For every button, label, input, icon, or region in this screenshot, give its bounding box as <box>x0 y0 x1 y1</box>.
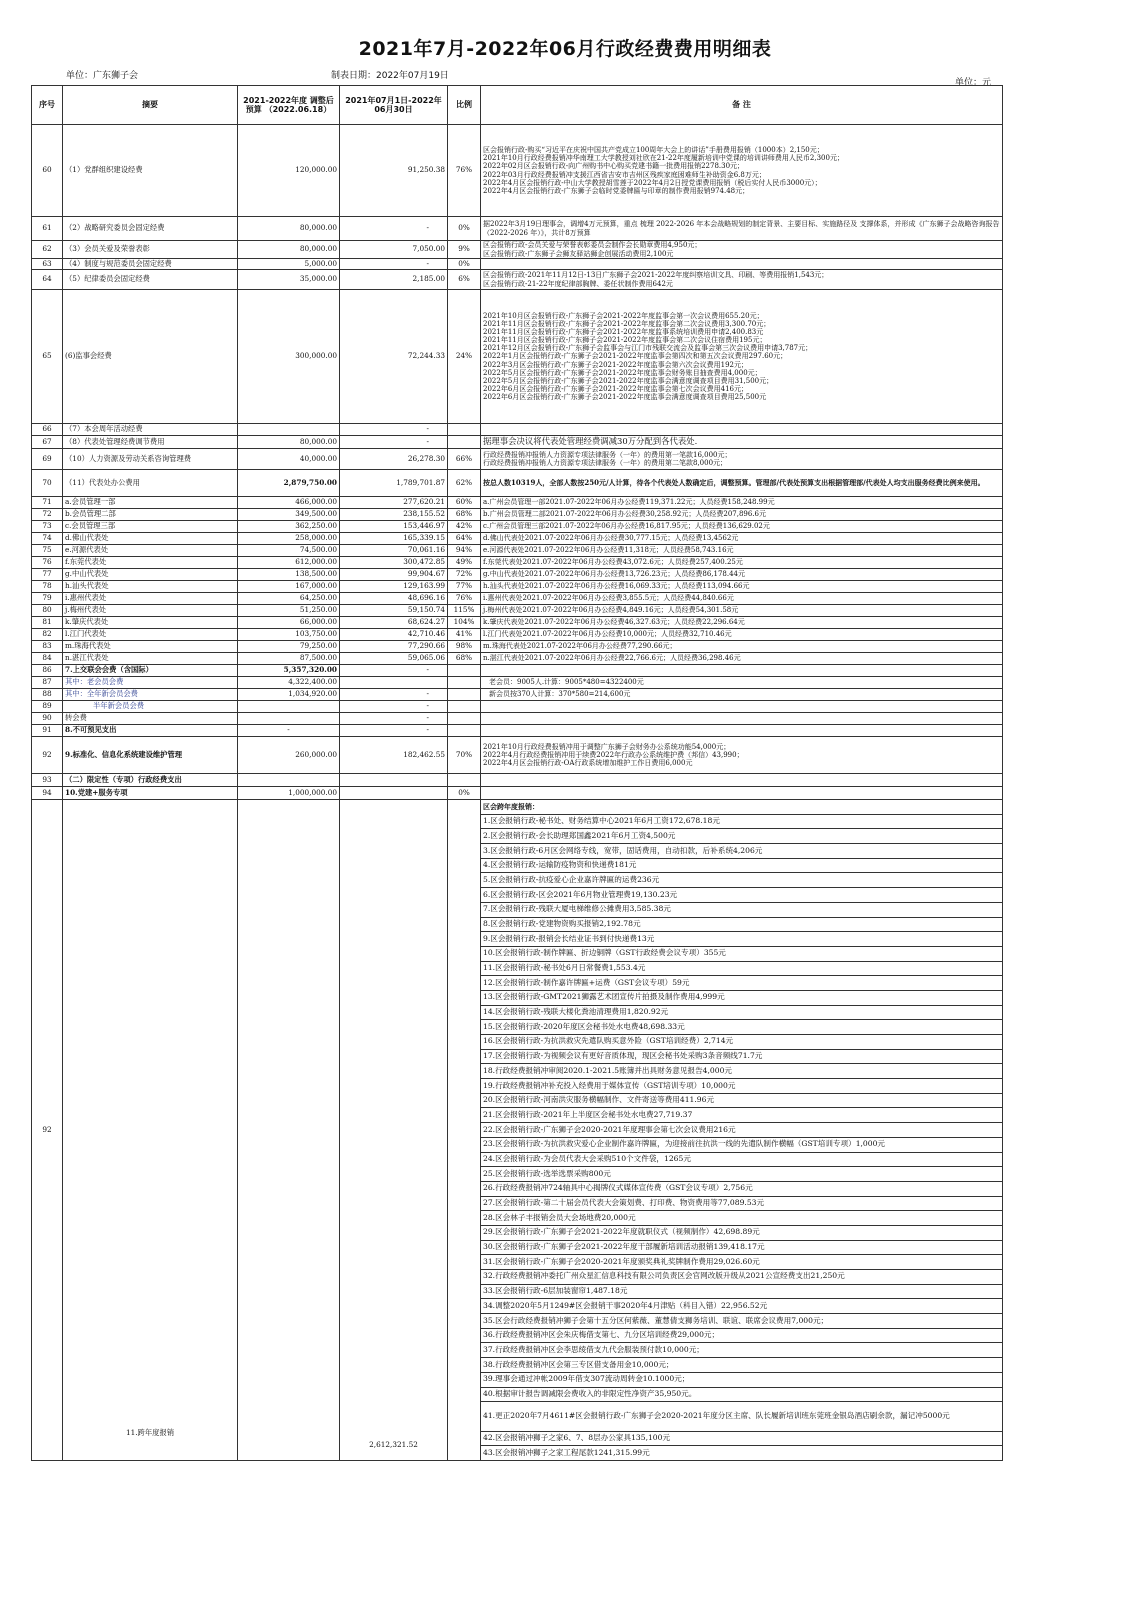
cross-item: 14.区会报销行政-残联大楼化粪池清理费用1,820.92元 <box>481 1005 1003 1020</box>
row-remark <box>481 259 1003 270</box>
row-budget <box>238 701 340 713</box>
row-no: 81 <box>32 617 63 629</box>
row-no: 86 <box>32 665 63 677</box>
row-no: 63 <box>32 259 63 270</box>
cross-item: 36.行政经费报销冲区会朱庆梅借支第七、九分区培训经费29,000元； <box>481 1328 1003 1343</box>
make-date: 制表日期：2022年07月19日 <box>331 71 449 81</box>
row-actual <box>340 787 448 800</box>
row-budget <box>238 424 340 436</box>
row-summary: i.惠州代表处 <box>63 593 238 605</box>
expense-table <box>31 85 1003 1461</box>
row-budget: 612,000.00 <box>238 557 340 569</box>
row-summary: m.珠海代表处 <box>63 641 238 653</box>
row-remark <box>481 424 1003 436</box>
table-row <box>32 787 1003 800</box>
row-summary: 10.党建+服务专项 <box>63 787 238 800</box>
row-summary: 9.标准化、信息化系统建设维护管理 <box>63 737 238 774</box>
cross-item: 42.区会报销冲狮子之家6、7、8层办公家具135,100元 <box>481 1431 1003 1446</box>
row-no: 77 <box>32 569 63 581</box>
row-summary: （1）党群组织建设经费 <box>63 125 238 217</box>
row-budget: 349,500.00 <box>238 509 340 521</box>
cross-item: 5.区会报销行政-抗疫爱心企业嘉许牌匾的运费236元 <box>481 873 1003 888</box>
row-budget: 79,250.00 <box>238 641 340 653</box>
row-budget: 1,034,920.00 <box>238 689 340 701</box>
row-ratio <box>448 774 481 787</box>
row-summary: 7.上交联会会费（含国际） <box>63 665 238 677</box>
cross-item: 31.区会报销行政-广东狮子会2020-2021年度颁奖典礼奖牌制作费用29,026.60元 <box>481 1255 1003 1270</box>
header-budget: 2021-2022年度 调整后预算 （2022.06.18） <box>238 86 340 125</box>
row-remark: d.佛山代表处2021.07-2022年06月办公经费30,777.15元；人员经费13,4562元 <box>481 533 1003 545</box>
header-summary: 摘要 <box>63 86 238 125</box>
row-ratio: 6% <box>448 270 481 290</box>
row-remark: 老会员：9005人.计算：9005*480=4322400元 <box>481 677 1003 689</box>
row-remark <box>481 787 1003 800</box>
table-row <box>32 629 1003 641</box>
cross-item: 34.调整2020年5月1249#区会报销干事2020年4月津贴（科目入错）22,956.52元 <box>481 1299 1003 1314</box>
cross-item: 15.区会报销行政-2020年度区会秘书处水电费48,698.33元 <box>481 1020 1003 1035</box>
row-ratio: 70% <box>448 737 481 774</box>
row-no: 61 <box>32 217 63 241</box>
page-title: 2021年7月-2022年06月行政经费费用明细表 <box>358 38 772 60</box>
row-no: 66 <box>32 424 63 436</box>
header-row <box>32 86 1003 125</box>
table-row <box>32 569 1003 581</box>
row-summary: 其中：全年新会员会费 <box>63 689 238 701</box>
row-ratio: 72% <box>448 569 481 581</box>
row-no: 60 <box>32 125 63 217</box>
row-actual: 300,472.85 <box>340 557 448 569</box>
cross-item: 18.行政经费报销冲审阅2020.1-2021.5账簿并出具财务意见报告4,000元 <box>481 1064 1003 1079</box>
row-ratio: 0% <box>448 787 481 800</box>
row-ratio: 9% <box>448 241 481 259</box>
cross-item: 3.区会报销行政-6月区会网络专线，宽带，固话费用，自动扣款，后补系统4,206元 <box>481 844 1003 859</box>
row-ratio: 98% <box>448 641 481 653</box>
table-row <box>32 653 1003 665</box>
row-remark: f.东莞代表处2021.07-2022年06月办公经费43,072.6元；人员经费257,400.25元 <box>481 557 1003 569</box>
row-actual: - <box>340 217 448 241</box>
row-summary: （二）限定性（专项）行政经费支出 <box>63 774 238 787</box>
row-summary: a.会员管理一部 <box>63 497 238 509</box>
row-actual: 238,155.52 <box>340 509 448 521</box>
cross-item: 4.区会报销行政-运输防疫物资和快递费181元 <box>481 858 1003 873</box>
row-budget: 66,000.00 <box>238 617 340 629</box>
header-remark: 备 注 <box>481 86 1003 125</box>
cross-item: 30.区会报销行政-广东狮子会2021-2022年度干部履新培训活动报销139,418.17元 <box>481 1240 1003 1255</box>
row-no: 72 <box>32 509 63 521</box>
row-no: 76 <box>32 557 63 569</box>
cross-item: 25.区会报销行政-选举选票采购800元 <box>481 1167 1003 1182</box>
row-ratio <box>448 424 481 436</box>
row-actual: - <box>340 701 448 713</box>
row-actual: 26,278.30 <box>340 449 448 470</box>
row-remark: j.梅州代表处2021.07-2022年06月办公经费4,849.16元；人员经费54,301.58元 <box>481 605 1003 617</box>
cross-item: 35.区会行政经费报销冲狮子会第十五分区何紫薇、董慧倩支狮务培训、联谊、联席会议费用7,000元； <box>481 1314 1003 1329</box>
table-row <box>32 593 1003 605</box>
row-actual: 277,620.21 <box>340 497 448 509</box>
row-no: 88 <box>32 689 63 701</box>
row-summary: c.会员管理三部 <box>63 521 238 533</box>
row-ratio: 42% <box>448 521 481 533</box>
row-remark: g.中山代表处2021.07-2022年06月办公经费13,726.23元；人员经费86,178.44元 <box>481 569 1003 581</box>
header-actual: 2021年07月1日-2022年06月30日 <box>340 86 448 125</box>
row-summary: （11）代表处办公费用 <box>63 470 238 497</box>
row-remark: i.惠州代表处2021.07-2022年06月办公经费3,855.5元；人员经费44,840.66元 <box>481 593 1003 605</box>
row-remark: m.珠海代表处2021.07-2022年06月办公经费77,290.66元； <box>481 641 1003 653</box>
row-remark: c.广州会员管理三部2021.07-2022年06月办公经费16,817.95元；人员经费136,629.02元 <box>481 521 1003 533</box>
row-remark: 行政经费报销冲报销人力资源专项法律服务（一年）的费用第一笔款16,000元； 行政经费报销冲报销人力资源专项法律服务（一年）的费用第二笔款8,000元； <box>481 449 1003 470</box>
row-ratio: 77% <box>448 581 481 593</box>
row-actual: 129,163.99 <box>340 581 448 593</box>
row-remark: 2021年10月行政经费报销冲用于调整广东狮子会财务办公系统功能54,000元； 2022年4月行政经费报销冲用于续费2022年行政办公系统维护费（邦信）43,990； 2022年4月区会报销行政-OA行政系统增加维护工作日费用6,000元 <box>481 737 1003 774</box>
row-budget: 103,750.00 <box>238 629 340 641</box>
row-remark: 据2022年3月19日理事会，调增4万元预算，重点 梳理 2022-2026 年本会战略规划的制定背景、主要目标、实施路径及 支撑体系，并形成《广东狮子会战略咨询报告（2022-2026 年）》，共计8万预算 <box>481 217 1003 241</box>
row-ratio: 76% <box>448 593 481 605</box>
row-remark: 按总人数10319人，全部人数按250元/人计算，待各个代表处人数确定后，调整预算。管理部/代表处预算支出根据管理部/代表处人均支出服务经费比例来使用。 <box>481 470 1003 497</box>
row-budget: 120,000.00 <box>238 125 340 217</box>
cross-item: 29.区会报销行政-广东狮子会2021-2022年度就职仪式（视频制作）42,698.89元 <box>481 1225 1003 1240</box>
cross-item: 39.理事会通过冲帐2009年借支307流动周转金10.1000元； <box>481 1372 1003 1387</box>
row-no: 94 <box>32 787 63 800</box>
cross-item: 21.区会报销行政-2021年上半度区会秘书处水电费27,719.37 <box>481 1108 1003 1123</box>
cross-ratio <box>448 800 481 1461</box>
row-summary: f.东莞代表处 <box>63 557 238 569</box>
row-remark: e.河源代表处2021.07-2022年06月办公经费11,318元；人员经费58,743.16元 <box>481 545 1003 557</box>
header-ratio: 比例 <box>448 86 481 125</box>
row-remark: 2021年10月区会报销行政-广东狮子会2021-2022年度监事会第一次会议费用655.20元； 2021年11月区会报销行政-广东狮子会2021-2022年度监事会第二次会议费用3,300.70元； 2021年11月区会报销行政-广东狮子会2021-2022年度监事系统培训费用申请2,400.83元 2021年11月区会报销行政-广东狮子会2021-2022年度监事会第二次会议住宿费用195元； 2021年12月区会报销行政-广东狮子会监事会与江门市残联交流会及监事会第三次会议费用申请3,787元； 2022年1月区会报销行政-广东狮子会2021-2022年度监事会第四次和第五次会议费用297.60元； 2022年3月区会报销行政-广东狮子会2021-2022年度监事会第六次会议费用192元； 2022年5月区会报销行政-广东狮子会2021-2022年度监事会财务账目抽查费用4,000元； 2022年5月区会报销行政-广东狮子会2021-2022年度监事会满意度调查项目费用31,500元； 2022年6月区会报销行政-广东狮子会2021-2022年度监事会第七次会议费用416元； 2022年6月区会报销行政-广东狮子会2021-2022年度监事会满意度调查项目费用25,500元 <box>481 290 1003 424</box>
row-ratio: 68% <box>448 509 481 521</box>
row-no: 89 <box>32 701 63 713</box>
row-actual: 2,185.00 <box>340 270 448 290</box>
row-remark <box>481 713 1003 725</box>
cross-item: 23.区会报销行政-为抗洪救灾爱心企业制作嘉许牌匾，为迎接前往抗洪一线的先遣队制作横幅（GST培训专项）1,000元 <box>481 1137 1003 1152</box>
row-summary: n.湛江代表处 <box>63 653 238 665</box>
table-row <box>32 725 1003 737</box>
row-budget: 74,500.00 <box>238 545 340 557</box>
row-ratio: 68% <box>448 653 481 665</box>
table-row <box>32 689 1003 701</box>
cross-year-header-row <box>32 800 1003 815</box>
row-summary: （3）会员关爱及荣誉表彰 <box>63 241 238 259</box>
cross-item: 13.区会报销行政-GMT2021狮露艺术团宣传片拍摄及制作费用4,999元 <box>481 990 1003 1005</box>
table-row <box>32 125 1003 217</box>
row-actual: - <box>340 259 448 270</box>
cross-item: 20.区会报销行政-河南洪灾服务横幅制作、文件寄送等费用411.96元 <box>481 1093 1003 1108</box>
row-summary: (6)监事会经费 <box>63 290 238 424</box>
row-no: 80 <box>32 605 63 617</box>
row-summary: h.汕头代表处 <box>63 581 238 593</box>
cross-item: 22.区会报销行政-广东狮子会2020-2021年度理事会第七次会议费用216元 <box>481 1123 1003 1138</box>
row-ratio <box>448 436 481 449</box>
row-no: 75 <box>32 545 63 557</box>
row-ratio: 94% <box>448 545 481 557</box>
table-row <box>32 677 1003 689</box>
cross-item: 10.区会报销行政-制作牌匾、折边铜牌（GST行政经费会议专项）355元 <box>481 946 1003 961</box>
row-remark: 新会员按370人计算：370*580=214,600元 <box>481 689 1003 701</box>
row-actual: 42,710.46 <box>340 629 448 641</box>
row-remark: n.湛江代表处2021.07-2022年06月办公经费22,766.6元；人员经费36,298.46元 <box>481 653 1003 665</box>
cross-heading: 区会跨年度报销： <box>481 800 1003 815</box>
row-ratio: 62% <box>448 470 481 497</box>
table-row <box>32 509 1003 521</box>
row-no: 71 <box>32 497 63 509</box>
table-row <box>32 270 1003 290</box>
row-budget: 138,500.00 <box>238 569 340 581</box>
row-budget: 35,000.00 <box>238 270 340 290</box>
table-row <box>32 617 1003 629</box>
row-actual: - <box>340 713 448 725</box>
row-no: 78 <box>32 581 63 593</box>
row-ratio: 64% <box>448 533 481 545</box>
row-actual: - <box>340 424 448 436</box>
row-ratio: 49% <box>448 557 481 569</box>
table-row <box>32 557 1003 569</box>
row-remark <box>481 701 1003 713</box>
row-remark: 区会报销行政-2021年11月12日-13日广东狮子会2021-2022年度纠察培训文具、印刷、等费用报销1,543元； 区会报销行政-21-22年度纪律部胸牌、委任状制作费用642元 <box>481 270 1003 290</box>
row-budget: 5,000.00 <box>238 259 340 270</box>
row-no: 90 <box>32 713 63 725</box>
table-row <box>32 241 1003 259</box>
cross-item: 43.区会报销冲狮子之家工程尾款1241,315.99元 <box>481 1446 1003 1461</box>
cross-actual: 2,612,321.52 <box>340 800 448 1461</box>
row-summary: b.会员管理二部 <box>63 509 238 521</box>
row-actual: 70,061.16 <box>340 545 448 557</box>
table-row <box>32 701 1003 713</box>
row-ratio: 60% <box>448 497 481 509</box>
row-budget: 87,500.00 <box>238 653 340 665</box>
cross-item: 26.行政经费报销冲724轴具中心揭牌仪式媒体宣传费（GST会议专项）2,756元 <box>481 1181 1003 1196</box>
cross-item: 11.区会报销行政-秘书处6月日常餐费1,553.4元 <box>481 961 1003 976</box>
row-no: 87 <box>32 677 63 689</box>
table-row <box>32 774 1003 787</box>
row-budget: 40,000.00 <box>238 449 340 470</box>
table-row <box>32 290 1003 424</box>
row-no: 65 <box>32 290 63 424</box>
row-no: 83 <box>32 641 63 653</box>
row-summary: （2）战略研究委员会固定经费 <box>63 217 238 241</box>
row-actual: - <box>340 665 448 677</box>
cross-summary: 11.跨年度报销 <box>63 800 238 1461</box>
table-row <box>32 545 1003 557</box>
row-summary: （8）代表处管理经费调节费用 <box>63 436 238 449</box>
row-ratio: 115% <box>448 605 481 617</box>
table-row <box>32 713 1003 725</box>
cross-item: 38.行政经费报销冲区会第三专区借支备用金10,000元； <box>481 1358 1003 1373</box>
row-remark: k.肇庆代表处2021.07-2022年06月办公经费46,327.63元；人员经费22,296.64元 <box>481 617 1003 629</box>
row-summary: l.江门代表处 <box>63 629 238 641</box>
cross-item: 19.行政经费报销冲补充投入经费用于媒体宣传（GST培训专项）10,000元 <box>481 1079 1003 1094</box>
cross-budget <box>238 800 340 1461</box>
row-ratio <box>448 725 481 737</box>
row-no: 69 <box>32 449 63 470</box>
cross-item: 41.更正2020年7月4611#区会报销行政-广东狮子会2020-2021年度分区主席、队长履新培训班东莞班金银岛酒店刷余款，漏记冲5000元 <box>481 1402 1003 1431</box>
row-budget: 80,000.00 <box>238 217 340 241</box>
cross-item: 16.区会报销行政-为抗洪救灾先遣队购买意外险（GST培训经费）2,714元 <box>481 1035 1003 1050</box>
table-row <box>32 497 1003 509</box>
cross-item: 7.区会报销行政-残联大厦电梯维修公摊费用3,585.38元 <box>481 902 1003 917</box>
row-no: 70 <box>32 470 63 497</box>
cross-item: 32.行政经费报销冲委托广州众星汇信息科技有限公司负责区会官网改版升级从2021公宣经费支出21,250元 <box>481 1270 1003 1285</box>
row-budget <box>238 774 340 787</box>
row-remark: 区会报销行政-购买“习近平在庆祝中国共产党成立100周年大会上的讲话”手册费用报销（1000本）2,150元； 2021年10月行政经费报销冲华南理工大学教授刘社欣在21-22年度履新培训中党课的培训讲师费用人民币2,300元； 2022年02月区会报销行政-向广州购书中心购买党建书籍一批费用报销2278.30元； 2022年03月行政经费报销冲支援江西省吉安市吉州区残疾家庭困难师生补助资金6.8万元； 2022年4月区会报销行政-中山大学教授胡雪莲于2022年4月2日授党课费用报销（税后实付人民币3000元）； 2022年4月区会报销行政-广东狮子会临时党委牌匾与印章的制作费用报销974.48元； <box>481 125 1003 217</box>
row-ratio: 41% <box>448 629 481 641</box>
cross-item: 27.区会报销行政-第二十届会员代表大会策划费、打印费、物资费用等77,089.53元 <box>481 1196 1003 1211</box>
row-actual: 182,462.55 <box>340 737 448 774</box>
row-summary: k.肇庆代表处 <box>63 617 238 629</box>
table-row <box>32 217 1003 241</box>
row-ratio: 104% <box>448 617 481 629</box>
cross-item: 24.区会报销行政-为会员代表大会采购510个文件袋，1265元 <box>481 1152 1003 1167</box>
row-actual: - <box>340 725 448 737</box>
table-row <box>32 641 1003 653</box>
cross-no: 92 <box>32 800 63 1461</box>
row-no: 91 <box>32 725 63 737</box>
row-budget: 64,250.00 <box>238 593 340 605</box>
row-ratio <box>448 701 481 713</box>
row-summary: （10）人力资源及劳动关系咨询管理费 <box>63 449 238 470</box>
row-remark <box>481 665 1003 677</box>
table-row <box>32 424 1003 436</box>
row-no: 62 <box>32 241 63 259</box>
row-actual <box>340 677 448 689</box>
row-summary: （7）本会周年活动经费 <box>63 424 238 436</box>
row-ratio <box>448 677 481 689</box>
row-remark <box>481 774 1003 787</box>
table-row <box>32 605 1003 617</box>
row-summary: 半年新会员会费 <box>63 701 238 713</box>
table-row <box>32 533 1003 545</box>
table-row <box>32 449 1003 470</box>
row-summary: e.河源代表处 <box>63 545 238 557</box>
row-actual: 72,244.33 <box>340 290 448 424</box>
row-budget: 167,000.00 <box>238 581 340 593</box>
cross-item: 17.区会报销行政-为视频会议有更好音质体现，现区会秘书处采购3条音频线71.7元 <box>481 1049 1003 1064</box>
cross-item: 9.区会报销行政-报销会长结业证书到付快递费13元 <box>481 932 1003 947</box>
row-no: 74 <box>32 533 63 545</box>
row-summary: （5）纪律委员会固定经费 <box>63 270 238 290</box>
cross-item: 2.区会报销行政-会长助理郑国鑫2021年6月工资4,500元 <box>481 829 1003 844</box>
row-budget: 4,322,400.00 <box>238 677 340 689</box>
cross-item: 12.区会报销行政-制作嘉许牌匾+运费（GST会议专项）59元 <box>481 976 1003 991</box>
row-budget: 51,250.00 <box>238 605 340 617</box>
header-no: 序号 <box>32 86 63 125</box>
row-budget: 80,000.00 <box>238 241 340 259</box>
row-actual: - <box>340 689 448 701</box>
cross-item: 33.区会报销行政-6层加装窗帘1,487.18元 <box>481 1284 1003 1299</box>
row-budget: - <box>238 725 340 737</box>
row-remark: b.广州会员管理二部2021.07-2022年06月办公经费30,258.92元；人员经费207,896.6元 <box>481 509 1003 521</box>
row-actual: 48,696.16 <box>340 593 448 605</box>
row-actual: 91,250.38 <box>340 125 448 217</box>
table-row <box>32 259 1003 270</box>
row-budget: 260,000.00 <box>238 737 340 774</box>
row-summary: j.梅州代表处 <box>63 605 238 617</box>
row-actual: 1,789,701.87 <box>340 470 448 497</box>
row-remark <box>481 725 1003 737</box>
cross-item: 8.区会报销行政-党建物资购买报销2,192.78元 <box>481 917 1003 932</box>
row-no: 82 <box>32 629 63 641</box>
row-ratio: 0% <box>448 259 481 270</box>
row-ratio: 24% <box>448 290 481 424</box>
row-summary: （4）制度与规范委员会固定经费 <box>63 259 238 270</box>
row-budget: 362,250.00 <box>238 521 340 533</box>
row-no: 84 <box>32 653 63 665</box>
row-no: 64 <box>32 270 63 290</box>
table-row <box>32 470 1003 497</box>
row-budget: 5,357,320.00 <box>238 665 340 677</box>
cross-item: 40.根据审计报告调减限会费收入的非限定性净资产35,950元。 <box>481 1387 1003 1402</box>
row-actual: 99,904.67 <box>340 569 448 581</box>
row-summary: d.佛山代表处 <box>63 533 238 545</box>
row-actual: 59,065.06 <box>340 653 448 665</box>
cross-item: 28.区会林子丰报销会员大会场地费20,000元 <box>481 1211 1003 1226</box>
row-ratio <box>448 689 481 701</box>
row-actual <box>340 774 448 787</box>
table-row <box>32 581 1003 593</box>
row-no: 93 <box>32 774 63 787</box>
row-actual: 77,290.66 <box>340 641 448 653</box>
row-budget <box>238 713 340 725</box>
table-row <box>32 737 1003 774</box>
row-budget: 1,000,000.00 <box>238 787 340 800</box>
unit-money: 单位：元 <box>955 78 992 88</box>
row-actual: 68,624.27 <box>340 617 448 629</box>
table-row <box>32 665 1003 677</box>
row-remark: h.汕头代表处2021.07-2022年06月办公经费16,069.33元；人员经费113,094.66元 <box>481 581 1003 593</box>
row-no: 67 <box>32 436 63 449</box>
row-no: 73 <box>32 521 63 533</box>
row-summary: 8.不可预见支出 <box>63 725 238 737</box>
unit-org: 单位：广东狮子会 <box>66 71 139 81</box>
table-row <box>32 436 1003 449</box>
row-ratio <box>448 665 481 677</box>
row-remark: 据理事会决议将代表处管理经费调减30万分配到各代表处. <box>481 436 1003 449</box>
table-row <box>32 521 1003 533</box>
row-no: 92 <box>32 737 63 774</box>
row-actual: 165,339.15 <box>340 533 448 545</box>
row-ratio: 0% <box>448 217 481 241</box>
row-budget: 466,000.00 <box>238 497 340 509</box>
row-summary: 其中：老会员会费 <box>63 677 238 689</box>
row-remark: a.广州会员管理一部2021.07-2022年06月办公经费119,371.22元；人员经费158,248.99元 <box>481 497 1003 509</box>
row-budget: 258,000.00 <box>238 533 340 545</box>
cross-item: 1.区会报销行政-秘书处、财务结算中心2021年6月工资172,678.18元 <box>481 814 1003 829</box>
row-summary: g.中山代表处 <box>63 569 238 581</box>
row-ratio <box>448 713 481 725</box>
row-remark: 区会报销行政-会员关爱与荣誉表彰委员会制作会长勋章费用4,950元； 区会报销行政-广东狮子会狮友驿站狮企创展活动费用2,100元 <box>481 241 1003 259</box>
row-actual: - <box>340 436 448 449</box>
cross-item: 6.区会报销行政-区会2021年6月物业管理费19,130.23元 <box>481 888 1003 903</box>
row-ratio: 66% <box>448 449 481 470</box>
row-summary: 转会费 <box>63 713 238 725</box>
row-ratio: 76% <box>448 125 481 217</box>
row-budget: 2,879,750.00 <box>238 470 340 497</box>
row-actual: 59,150.74 <box>340 605 448 617</box>
row-budget: 80,000.00 <box>238 436 340 449</box>
cross-item: 37.行政经费报销冲区会李思绫借支九代会服装预付款10,000元； <box>481 1343 1003 1358</box>
row-budget: 300,000.00 <box>238 290 340 424</box>
row-no: 79 <box>32 593 63 605</box>
row-remark: l.江门代表处2021.07-2022年06月办公经费10,000元；人员经费32,710.46元 <box>481 629 1003 641</box>
row-actual: 153,446.97 <box>340 521 448 533</box>
row-actual: 7,050.00 <box>340 241 448 259</box>
